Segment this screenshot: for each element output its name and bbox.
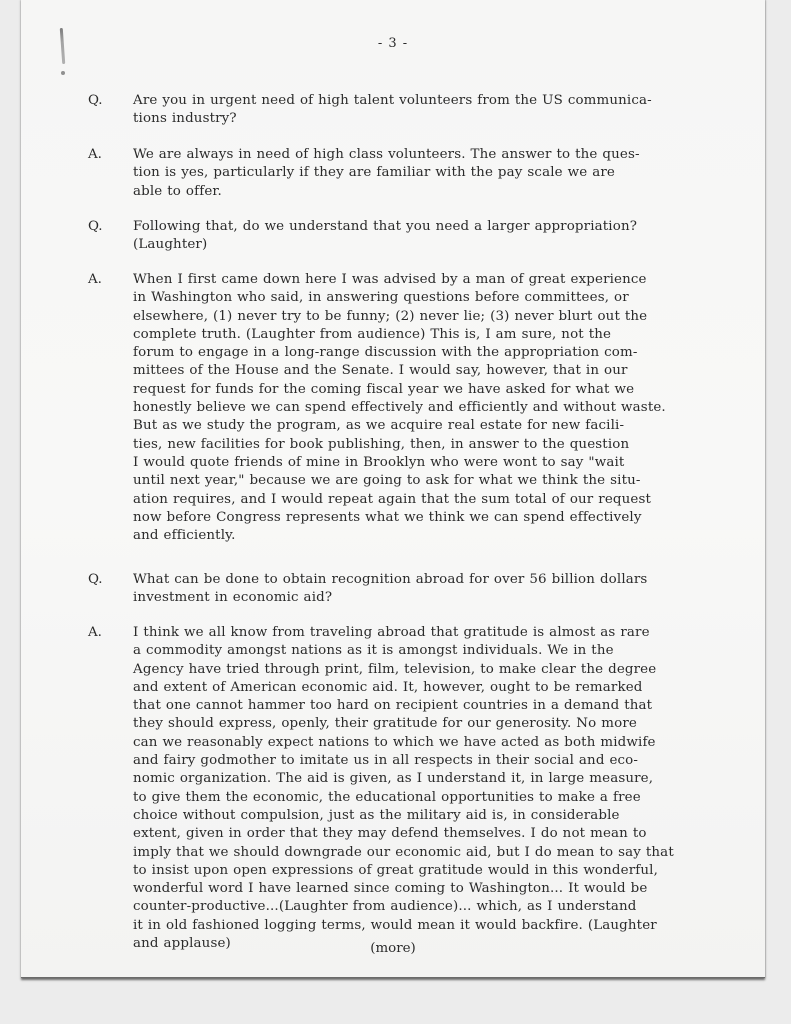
question-block — [88, 571, 728, 608]
text-line: I think we all know from traveling abroad that gratitude is almost as rare — [133, 625, 650, 640]
question-block — [88, 92, 728, 129]
answer-block — [88, 624, 728, 953]
document-page — [21, 0, 765, 978]
text-line: Following that, do we understand that you need a larger appropriation? — [133, 219, 638, 234]
text-line: extent, given in order that they may defend themselves. I do not mean to — [133, 826, 647, 842]
text-line: (Laughter) — [133, 237, 208, 253]
text-line: tion is yes, particularly if they are familiar with the pay scale we are — [133, 165, 615, 181]
text-line: elsewhere, (1) never try to be funny; (2) never lie; (3) never blurt out the — [133, 308, 648, 324]
text-line: counter-productive...(Laughter from audience)... which, as I understand — [133, 899, 637, 915]
text-line: request for funds for the coming fiscal year we have asked for what we — [133, 381, 635, 397]
text-line: that one cannot hammer too hard on recipient countries in a demand that — [133, 698, 653, 714]
text-line: But as we study the program, as we acquire real estate for new facili- — [133, 418, 625, 434]
text-line: and efficiently. — [133, 528, 236, 544]
text-line: to give them the economic, the educational opportunities to make a free — [133, 789, 641, 805]
text-line: they should express, openly, their gratitude for our generosity. No more — [133, 716, 637, 732]
text-line: now before Congress represents what we think we can spend effectively — [133, 509, 642, 525]
text-line: Are you in urgent need of high talent volunteers from the US communica- — [133, 93, 652, 108]
text-line: I would quote friends of mine in Brooklyn who were wont to say "wait — [133, 454, 625, 470]
answer-label: A. — [88, 147, 102, 162]
text-line: to insist upon open expressions of great gratitude would in this wonderful, — [133, 862, 658, 878]
question-label: Q. — [88, 93, 103, 108]
answer-text — [133, 624, 728, 953]
page-number: - 3 - — [377, 36, 409, 51]
text-line: ties, new facilities for book publishing, then, in answer to the question — [133, 436, 630, 452]
question-text — [133, 571, 728, 608]
text-line: We are always in need of high class volunteers. The answer to the ques- — [133, 147, 640, 162]
staple-hole — [61, 71, 65, 75]
text-line: wonderful word I have learned since coming to Washington... It would be — [133, 881, 648, 897]
text-line: complete truth. (Laughter from audience) This is, I am sure, not the — [133, 326, 612, 342]
text-line: forum to engage in a long-range discussion with the appropriation com- — [133, 345, 638, 361]
text-line: tions industry? — [133, 111, 237, 127]
text-line: imply that we should downgrade our economic aid, but I do mean to say that — [133, 844, 674, 860]
text-line: in Washington who said, in answering questions before committees, or — [133, 290, 629, 306]
text-line: What can be done to obtain recognition abroad for over 56 billion dollars — [133, 572, 648, 587]
text-line: honestly believe we can spend effectively and efficiently and without waste. — [133, 400, 666, 416]
text-line: and fairy godmother to imitate us in all respects in their social and eco- — [133, 753, 639, 769]
answer-block — [88, 271, 728, 545]
text-line: When I first came down here I was advised by a man of great experience — [133, 272, 647, 287]
answer-label: A. — [88, 625, 102, 640]
answer-block — [88, 146, 728, 201]
text-line: and applause) — [133, 936, 231, 952]
text-line: a commodity amongst nations as it is amongst individuals. We in the — [133, 643, 614, 659]
question-text — [133, 218, 728, 255]
question-block — [88, 218, 728, 255]
text-line: investment in economic aid? — [133, 590, 333, 606]
text-line: and extent of American economic aid. It, however, ought to be remarked — [133, 679, 643, 695]
text-line: it in old fashioned logging terms, would mean it would backfire. (Laughter — [133, 917, 657, 933]
continuation-marker: (more) — [370, 941, 416, 956]
answer-text — [133, 271, 728, 545]
question-label: Q. — [88, 219, 103, 234]
question-label: Q. — [88, 572, 103, 587]
answer-text — [133, 146, 728, 201]
text-line: choice without compulsion, just as the military aid is, in considerable — [133, 807, 620, 823]
text-line: mittees of the House and the Senate. I would say, however, that in our — [133, 363, 628, 379]
answer-label: A. — [88, 272, 102, 287]
text-line: able to offer. — [133, 183, 222, 199]
text-line: can we reasonably expect nations to which we have acted as both midwife — [133, 734, 656, 750]
text-line: until next year," because we are going to ask for what we think the situ- — [133, 473, 641, 489]
question-text — [133, 92, 728, 129]
text-line: Agency have tried through print, film, television, to make clear the degree — [133, 661, 657, 677]
text-line: nomic organization. The aid is given, as I understand it, in large measure, — [133, 771, 654, 787]
text-line: ation requires, and I would repeat again that the sum total of our request — [133, 491, 652, 507]
